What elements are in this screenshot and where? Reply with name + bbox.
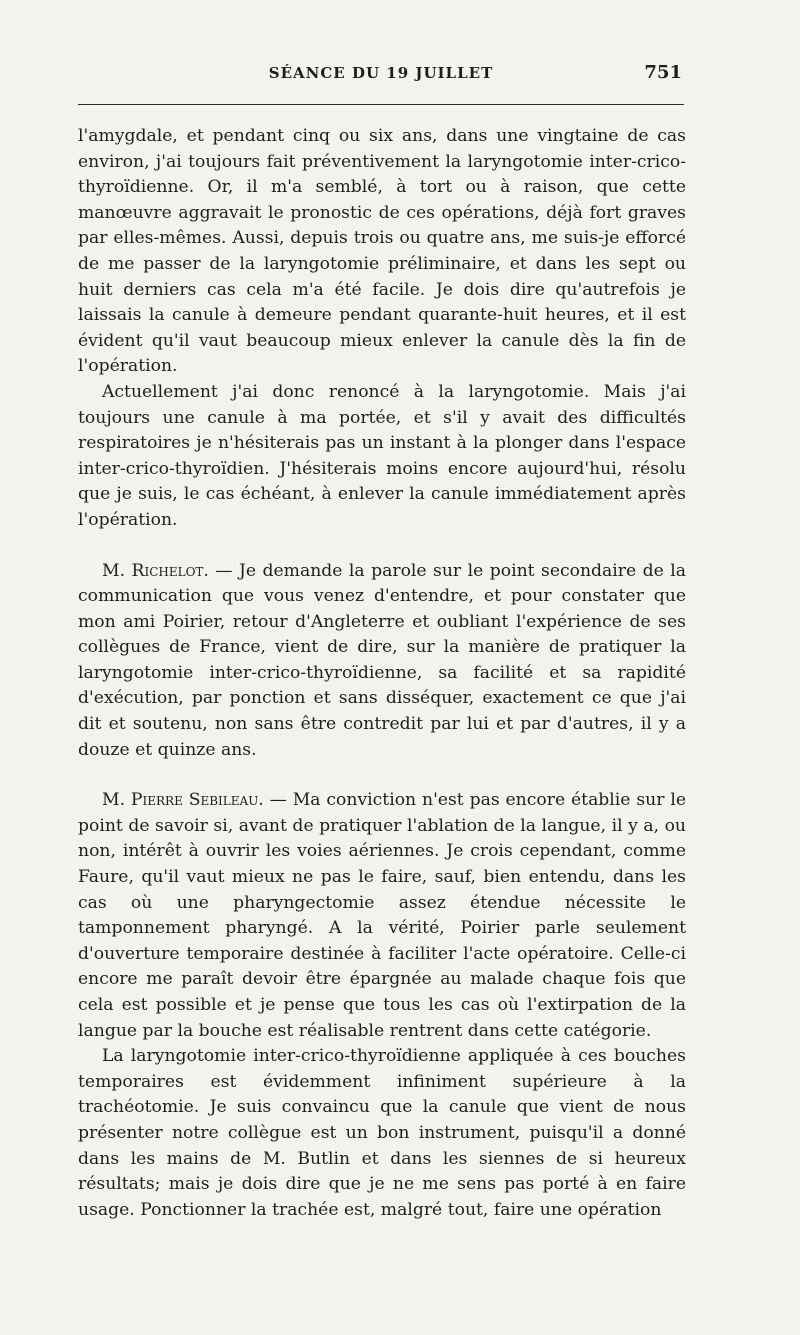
paragraph-text: l'amygdale, et pendant cinq ou six ans, dans une vingtaine de cas environ, j'ai toujours fait préventivement la laryngotomie inter-crico-thyroïdienne. Or, il m'a semblé, à tort ou à raison, que cette manœuvre aggravait le pronostic de ces opérations, déjà fort graves par elles-mêmes. Aussi, depuis trois ou quatre ans, me suis-je efforcé de me passer de la laryngotomie préliminaire, et dans les sept ou huit derniers cas cela m'a été facile. Je dois dire qu'autrefois je laissais la canule à demeure pendant quarante-huit heures, et il est évident qu'il vaut beaucoup mieux enlever la canule dès la fin de l'opération. — [78, 126, 686, 377]
paragraph-text: La laryngotomie inter-crico-thyroïdienne appliquée à ces bouches temporaires est évidemment infiniment supérieure à la trachéotomie. Je suis convaincu que la canule que vient de nous présenter notre collègue est un bon instrument, puisqu'il a donné dans les mains de M. Butlin et dans les siennes de si heureux résultats; mais je dois dire que je ne me sens pas porté à en faire usage. Ponctionner la trachée est, malgré tout, faire une opération — [78, 1046, 686, 1220]
paragraph-text: — Ma conviction n'est pas encore établie sur le point de savoir si, avant de pratiquer l'ablation de la langue, il y a, ou non, intérêt à ouvrir les voies aériennes. Je crois cependant, comme Faure, qu'il vaut mieux ne pas le faire, sauf, bien entendu, dans les cas où une pharyngectomie assez étendue nécessite le tamponnement pharyngé. A la vérité, Poirier parle seulement d'ouverture temporaire destinée à faciliter l'acte opératoire. Celle-ci encore me paraît devoir être épargnée au malade chaque fois que cela est possible et je pense que tous les cas où l'extirpation de la langue par la bouche est réalisable rentrent dans cette catégorie. — [78, 790, 686, 1041]
page-body — [78, 124, 686, 1223]
paragraph-continuation — [78, 124, 686, 380]
speaker-name: M. Pierre Sebileau. — [102, 790, 264, 811]
section-gap — [78, 763, 686, 788]
paragraph-text: Actuellement j'ai donc renoncé à la laryngotomie. Mais j'ai toujours une canule à ma portée, et s'il y avait des difficultés respiratoires je n'hésiterais pas un instant à la plonger dans l'espace inter-crico-thyroïdien. J'hésiterais moins encore aujourd'hui, résolu que je suis, le cas échéant, à enlever la canule immédiatement après l'opération. — [78, 381, 686, 530]
speaker-paragraph — [78, 788, 686, 1044]
paragraph — [78, 1044, 686, 1223]
page-number: 751 — [644, 62, 682, 83]
paragraph-text: — Je demande la parole sur le point secondaire de la communication que vous venez d'entendre, et pour constater que mon ami Poirier, retour d'Angleterre et oubliant l'expérience de ses collègues de France, vient de dire, sur la manière de pratiquer la laryngotomie inter-crico-thyroïdienne, sa facilité et sa rapidité d'exécution, par ponction et sans disséquer, exactement ce que j'ai dit et soutenu, non sans être contredit par lui et par d'autres, il y a douze et quinze ans. — [78, 560, 686, 760]
page-header — [78, 62, 684, 90]
speaker-paragraph — [78, 559, 686, 764]
running-head: SÉANCE DU 19 JUILLET — [268, 64, 494, 82]
header-rule — [78, 104, 684, 105]
speaker-name: M. Richelot. — [102, 560, 209, 581]
paragraph — [78, 380, 686, 534]
section-gap — [78, 534, 686, 559]
